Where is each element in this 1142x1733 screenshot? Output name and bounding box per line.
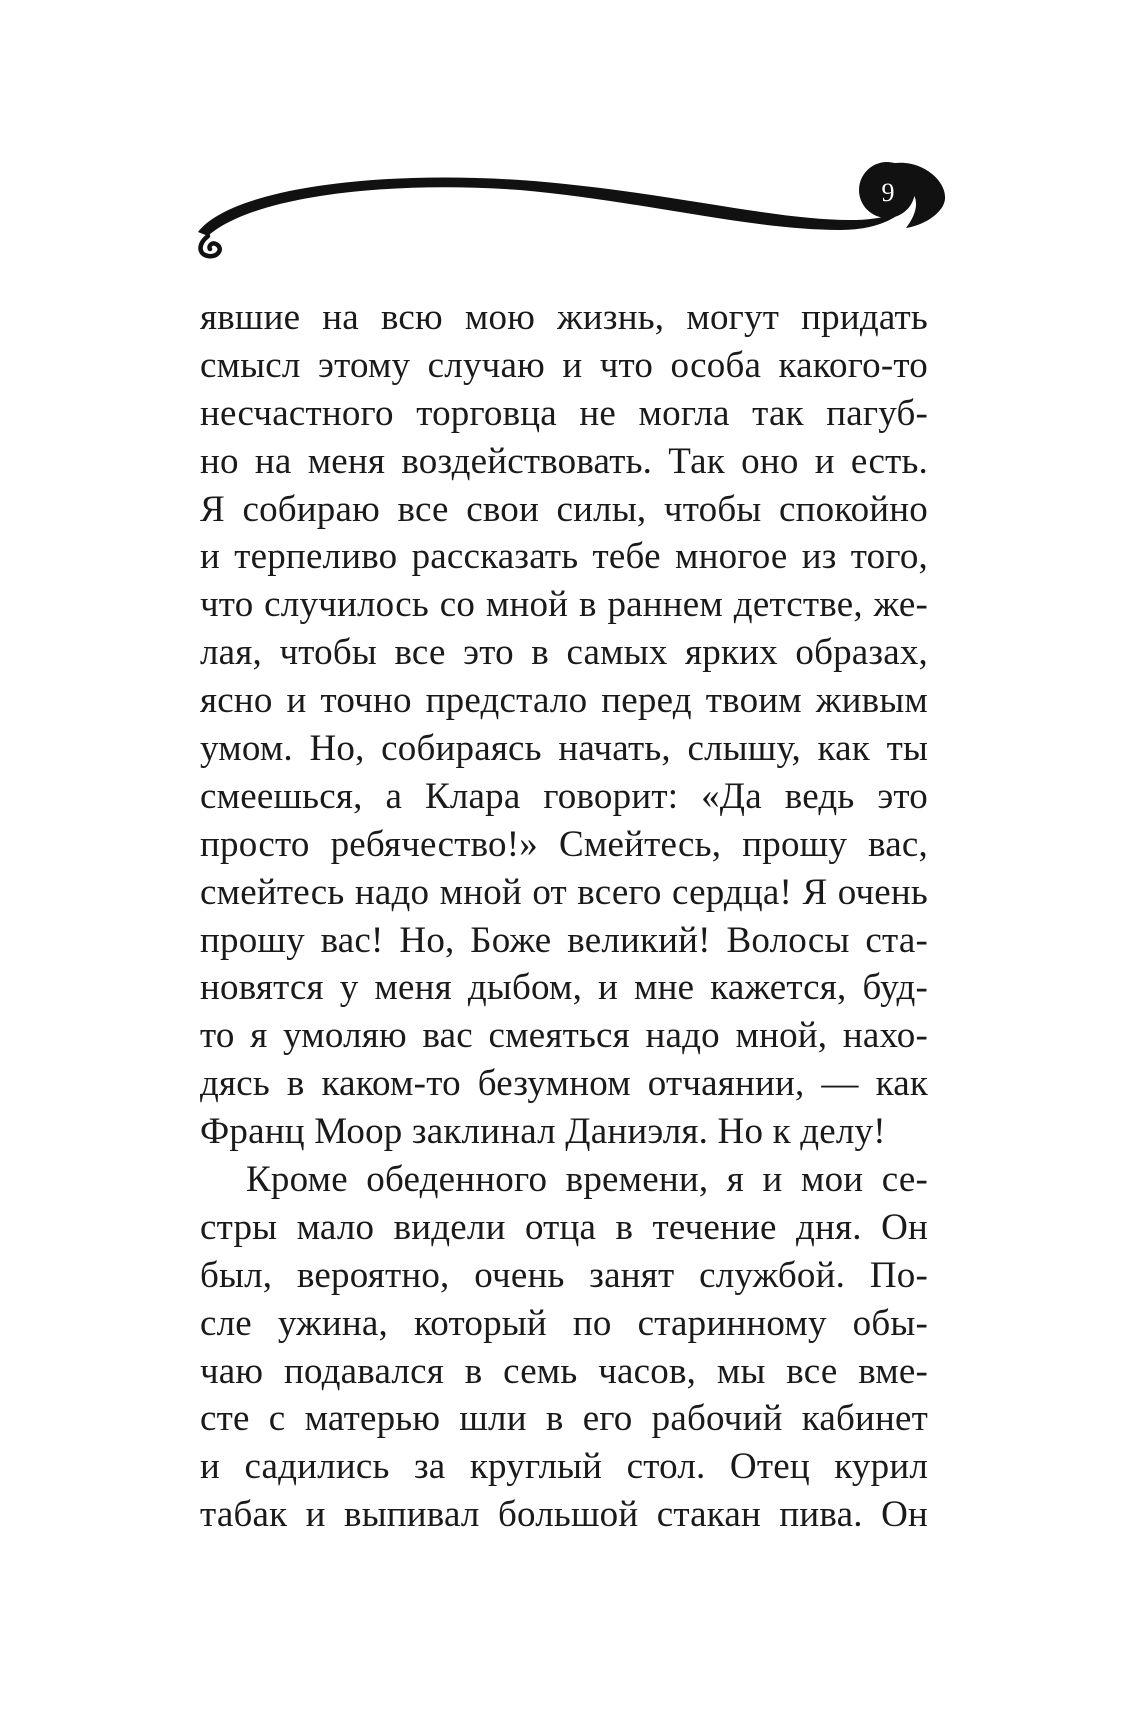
text-line: сле ужина, который по старинному обы- [200,1302,928,1344]
paragraph [200,294,928,1156]
text-line: смеешься, а Клара говорит: «Да ведь это [200,775,928,817]
text-line: смейтесь надо мной от всего сердца! Я очень [200,871,928,913]
text-line: Кроме обеденного времени, я и мои се- [246,1159,928,1201]
text-line: умом. Но, собираясь начать, слышу, как ты [200,728,928,770]
text-line: несчастного торговца не могла так пагуб- [200,392,928,434]
text-line: чаю подавался в семь часов, мы все вме- [200,1350,928,1392]
text-line: сте с матерью шли в его рабочий кабинет [200,1398,928,1440]
text-line: ясно и точно предстало перед твоим живым [200,680,928,722]
text-line: новятся у меня дыбом, и мне кажется, буд- [200,967,928,1009]
text-line: Я собираю все свои силы, чтобы спокойно [200,488,928,530]
text-line: и садились за круглый стол. Отец курил [200,1446,928,1488]
text-line: стры мало видели отца в течение дня. Он [200,1206,928,1248]
page-number: 9 [881,178,895,207]
text-line: табак и выпивал большой стакан пива. Он [200,1494,928,1536]
text-line: то я умоляю вас смеяться надо мной, нахо- [200,1015,928,1057]
text-line: просто ребячество!» Смейтесь, прошу вас, [200,823,928,865]
text-line: прошу вас! Но, Боже великий! Волосы ста- [200,919,928,961]
text-line: лая, чтобы все это в самых ярких образах, [200,632,928,674]
header-swirl-ornament [190,150,950,260]
text-line: и терпеливо рассказать тебе многое из того, [200,536,928,578]
text-line: что случилось со мной в раннем детстве, же- [200,584,928,626]
paragraph [200,1156,928,1539]
body-text [200,294,928,1539]
text-line: явшие на всю мою жизнь, могут придать [200,297,928,338]
text-line: Франц Моор заклинал Даниэля. Но к делу! [200,1111,886,1153]
text-line: но на меня воздействовать. Так оно и есть. [200,440,928,482]
text-line: был, вероятно, очень занят службой. По- [200,1254,928,1296]
text-line: смысл этому случаю и что особа какого-то [200,344,928,386]
text-line: дясь в каком-то безумном отчаянии, — как [200,1063,928,1105]
